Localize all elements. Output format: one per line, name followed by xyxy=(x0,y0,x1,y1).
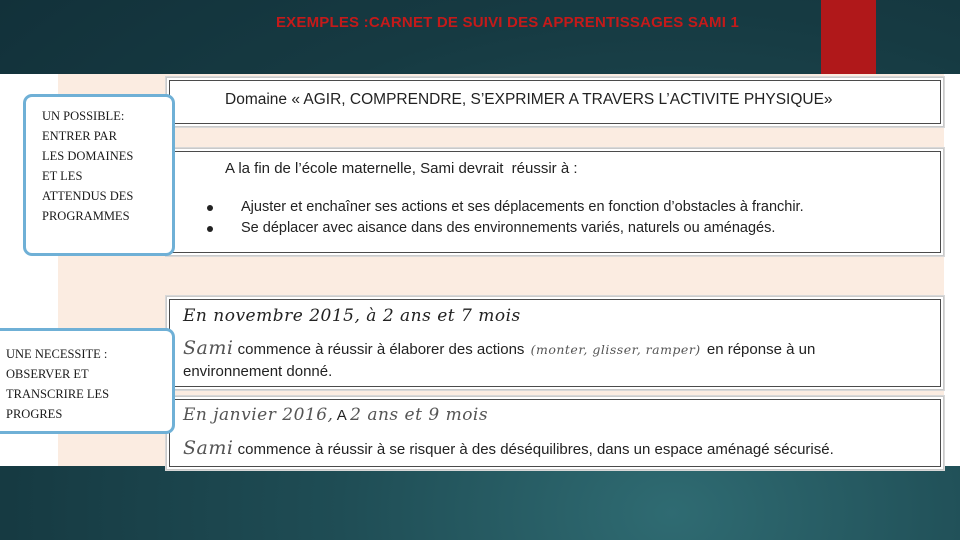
callout-line: UNE NECESSITE : xyxy=(6,347,108,361)
observation-2-date-a: En janvier 2016, xyxy=(183,405,334,425)
observation-2-date-b: 2 ans et 9 mois xyxy=(350,405,489,425)
list-item xyxy=(207,199,804,215)
observation-box-2 xyxy=(166,396,944,470)
list-item xyxy=(207,220,804,236)
observation-2-date xyxy=(183,405,488,425)
slide-title: EXEMPLES :CARNET DE SUIVI DES APPRENTISSAGES SAMI 1 xyxy=(275,14,740,31)
callout-possible xyxy=(23,94,175,256)
callout-possible-text xyxy=(42,106,133,226)
observation-1-name: Sami xyxy=(183,337,234,359)
callout-line: TRANSCRIRE LES xyxy=(6,387,110,401)
observation-1-text-c: environnement donné. xyxy=(183,363,333,380)
callout-line: LES DOMAINES xyxy=(42,149,134,163)
callout-necessite-text xyxy=(6,344,109,424)
callout-line: ENTRER PAR xyxy=(42,129,117,143)
callout-line: ET LES xyxy=(42,169,83,183)
observation-box-1 xyxy=(166,296,944,390)
callout-necessite xyxy=(0,328,175,434)
callout-line: PROGRAMMES xyxy=(42,209,130,223)
bullet-icon xyxy=(207,205,213,211)
callout-line: OBSERVER ET xyxy=(6,367,89,381)
list-item-text: Se déplacer avec aisance dans des environnements variés, naturels ou aménagés. xyxy=(241,220,776,236)
observation-2-text: commence à réussir à se risquer à des déséquilibres, dans un espace aménagé sécurisé. xyxy=(237,441,834,458)
observation-1-examples: (monter, glisser, ramper) xyxy=(530,342,701,357)
bullet-icon xyxy=(207,226,213,232)
accent-bar xyxy=(821,0,876,74)
callout-line: UN POSSIBLE: xyxy=(42,109,125,123)
observation-2-name: Sami xyxy=(183,437,234,459)
domain-box xyxy=(166,77,944,127)
observation-1-text-a: commence à réussir à élaborer des actions xyxy=(237,341,525,358)
attendus-intro xyxy=(225,160,578,177)
attendus-box xyxy=(166,148,944,256)
domain-title: Domaine « AGIR, COMPRENDRE, S’EXPRIMER A TRAVERS L’ACTIVITE PHYSIQUE» xyxy=(225,91,833,108)
list-item-text: Ajuster et enchaîner ses actions et ses déplacements en fonction d’obstacles à franchir. xyxy=(241,199,804,215)
observation-2-line xyxy=(183,437,834,459)
observation-1-date: En novembre 2015, à 2 ans et 7 mois xyxy=(183,306,521,326)
callout-line: ATTENDUS DES xyxy=(42,189,134,203)
attendus-intro-end: réussir à : xyxy=(511,160,578,177)
callout-line: PROGRES xyxy=(6,407,63,421)
observation-1-line xyxy=(183,337,815,359)
attendus-intro-text: A la fin de l’école maternelle, Sami devrait xyxy=(225,160,504,177)
observation-2-date-a-printed: A xyxy=(336,407,346,424)
observation-1-text-b: en réponse à un xyxy=(706,341,816,358)
attendus-list xyxy=(207,199,804,241)
